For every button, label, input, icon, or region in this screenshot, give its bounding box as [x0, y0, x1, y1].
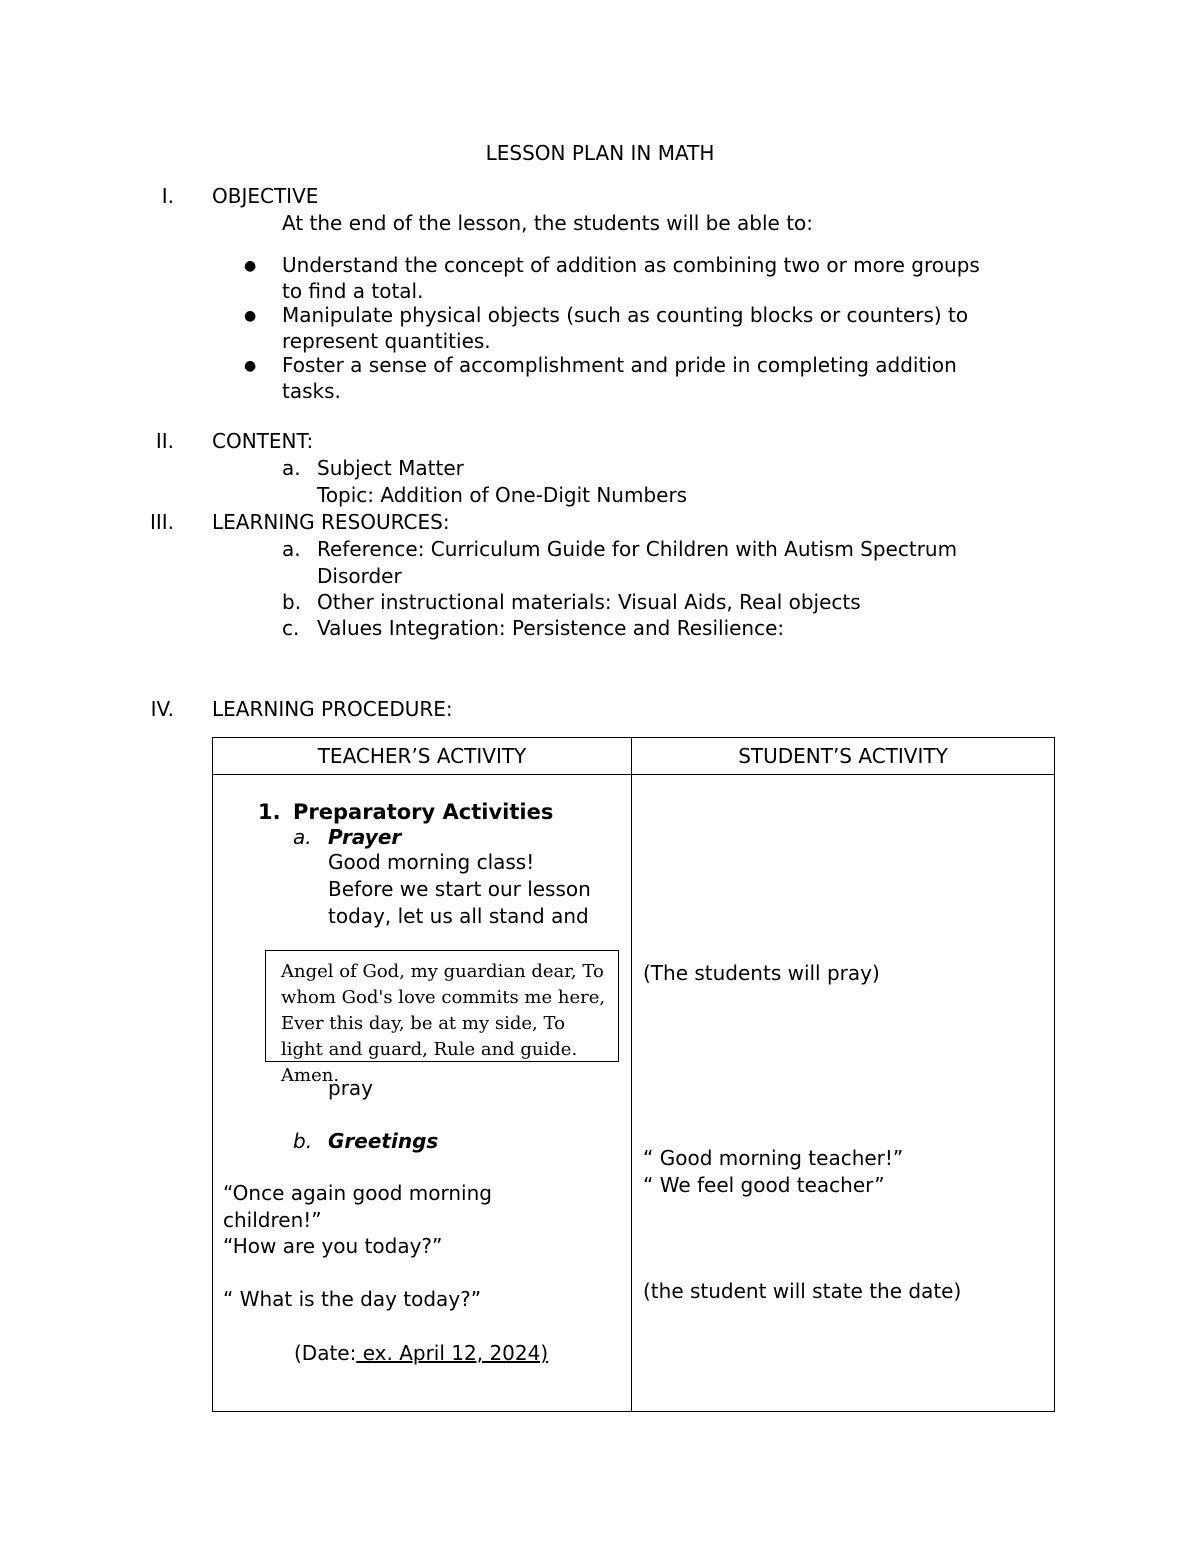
resource-item: Disorder	[317, 564, 402, 588]
objective-bullet-line: Understand the concept of addition as combining two or more groups	[282, 253, 980, 277]
prayer-line: today, let us all stand and	[328, 904, 589, 928]
prayer-title: Prayer	[328, 825, 402, 849]
student-date-response: (the student will state the date)	[643, 1279, 962, 1303]
objective-bullet-line: tasks.	[282, 379, 341, 403]
list-marker: c.	[282, 616, 300, 640]
prayer-line: Good morning class!	[328, 850, 535, 874]
date-prefix: (Date:	[294, 1341, 357, 1365]
bullet-icon: ●	[244, 258, 257, 274]
step-title: Preparatory Activities	[293, 800, 554, 824]
objective-bullet-line: to find a total.	[282, 279, 424, 303]
greetings-title: Greetings	[328, 1129, 439, 1153]
greeting-line: “How are you today?”	[223, 1234, 443, 1258]
objective-bullet-line: Foster a sense of accomplishment and pride in completing addition	[282, 353, 957, 377]
section-numeral-resources: III.	[149, 510, 174, 534]
objective-intro: At the end of the lesson, the students will be able to:	[282, 211, 814, 235]
table-header-teacher: TEACHER’S ACTIVITY	[213, 738, 632, 775]
list-marker: a.	[282, 537, 301, 561]
section-heading-content: CONTENT:	[212, 429, 314, 453]
date-line	[294, 1340, 548, 1366]
section-heading-resources: LEARNING RESOURCES:	[212, 510, 450, 534]
student-activity-cell	[632, 775, 1055, 1412]
section-numeral-content: II.	[155, 429, 174, 453]
page-title: LESSON PLAN IN MATH	[485, 141, 715, 165]
student-pray-response: (The students will pray)	[643, 961, 880, 985]
day-question: “ What is the day today?”	[223, 1287, 482, 1311]
section-heading-objective: OBJECTIVE	[212, 184, 319, 208]
step-number: 1.	[258, 800, 281, 824]
objective-bullet-line: represent quantities.	[282, 329, 491, 353]
student-greeting-line: “ We feel good teacher”	[643, 1173, 885, 1197]
prayer-text-box: Angel of God, my guardian dear, To whom God's love commits me here, Ever this day, be at my side, To light and guard, Rule and guide. Amen.	[265, 950, 619, 1062]
bullet-icon: ●	[244, 358, 257, 374]
section-heading-procedure: LEARNING PROCEDURE:	[212, 697, 453, 721]
table-header-student: STUDENT’S ACTIVITY	[632, 738, 1055, 775]
date-example: ex. April 12, 2024)	[356, 1341, 549, 1365]
greeting-line: children!”	[223, 1208, 322, 1232]
student-greeting-line: “ Good morning teacher!”	[643, 1146, 904, 1170]
content-topic: Topic: Addition of One-Digit Numbers	[317, 483, 688, 507]
list-marker: a.	[293, 825, 312, 849]
pray-word: pray	[328, 1076, 374, 1100]
objective-bullet-line: Manipulate physical objects (such as counting blocks or counters) to	[282, 303, 969, 327]
bullet-icon: ●	[244, 308, 257, 324]
resource-item: Other instructional materials: Visual Aids, Real objects	[317, 590, 861, 614]
list-marker: b.	[282, 590, 302, 614]
section-numeral-procedure: IV.	[150, 697, 174, 721]
section-numeral-objective: I.	[161, 184, 174, 208]
prayer-line: Before we start our lesson	[328, 877, 591, 901]
resource-item: Reference: Curriculum Guide for Children with Autism Spectrum	[317, 537, 958, 561]
resource-item: Values Integration: Persistence and Resilience:	[317, 616, 785, 640]
content-subject-matter: Subject Matter	[317, 456, 464, 480]
greeting-line: “Once again good morning	[223, 1181, 492, 1205]
list-marker: a.	[282, 456, 301, 480]
list-marker: b.	[293, 1129, 313, 1153]
